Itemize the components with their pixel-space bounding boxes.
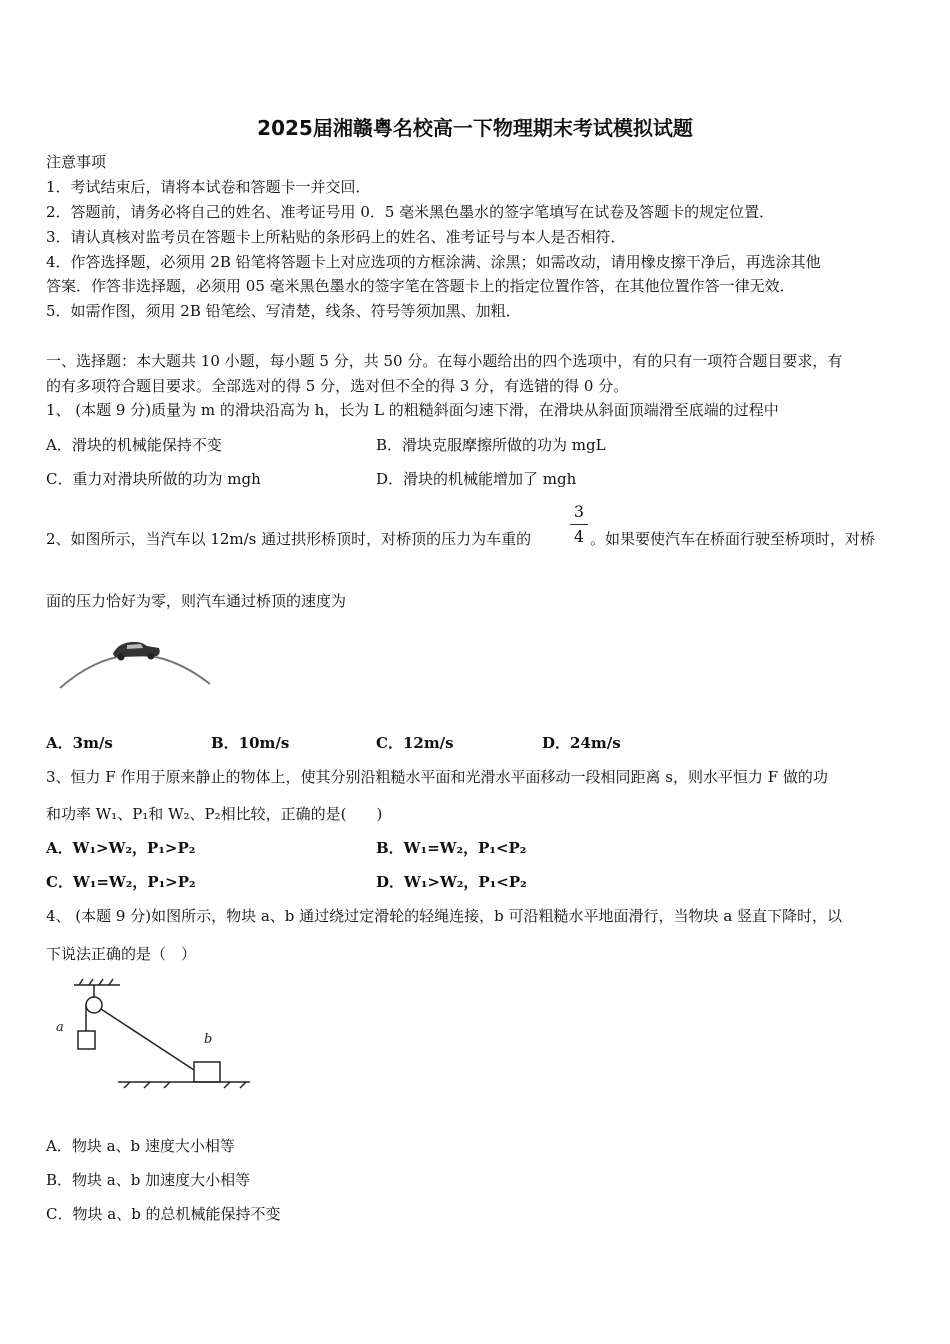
- notice-item: 4．作答选择题，必须用 2B 铅笔将答题卡上对应选项的方框涂满、涂黑；如需改动，请用橡皮擦干净后，再选涂其他: [46, 253, 821, 271]
- q2-option-b: B．10m/s: [211, 734, 290, 752]
- question-2-stem: 面的压力恰好为零，则汽车通过桥顶的速度为: [46, 592, 347, 610]
- notice-item: 3．请认真核对监考员在答题卡上所粘贴的条形码上的姓名、准考证号与本人是否相符．: [46, 228, 626, 246]
- arch-bridge-figure: [55, 632, 215, 696]
- pulley-figure: [52, 975, 257, 1090]
- q4-option-b: B．物块 a、b 加速度大小相等: [46, 1171, 251, 1189]
- q3-option-a: A．W₁>W₂，P₁>P₂: [46, 839, 196, 857]
- notice-item: 答案．作答非选择题，必须用 05 毫米黑色墨水的签字笔在答题卡上的指定位置作答，在其他位置作答一律无效．: [46, 277, 795, 295]
- section-instruction: 一、选择题：本大题共 10 小题，每小题 5 分，共 50 分。在每小题给出的四个选项中，有的只有一项符合题目要求，有: [46, 352, 843, 370]
- arch-bridge: [60, 655, 210, 688]
- q1-option-d: D．滑块的机械能增加了 mgh: [376, 470, 577, 488]
- q3-option-c: C．W₁=W₂，P₁>P₂: [46, 873, 196, 891]
- block-a: [78, 1031, 95, 1049]
- q2-option-d: D．24m/s: [542, 734, 621, 752]
- fraction-numerator: 3: [573, 502, 585, 521]
- block-b: [194, 1062, 220, 1082]
- question-3-stem: 和功率 W₁、P₁和 W₂、P₂相比较，正确的是( ): [46, 805, 383, 823]
- fraction-bar: [570, 524, 588, 525]
- q4-option-a: A．物块 a、b 速度大小相等: [46, 1137, 235, 1155]
- fraction-denominator: 4: [573, 527, 585, 546]
- question-4-stem: 下说法正确的是（ ）: [46, 945, 197, 963]
- q1-option-b: B．滑块克服摩擦所做的功为 mgL: [376, 436, 606, 454]
- q4-option-c: C．物块 a、b 的总机械能保持不变: [46, 1205, 281, 1223]
- question-2-stem: 2、如图所示，当汽车以 12m/s 通过拱形桥顶时，对桥顶的压力为车重的: [46, 530, 532, 548]
- notice-heading: 注意事项: [46, 153, 107, 171]
- q2-option-c: C．12m/s: [376, 734, 454, 752]
- label-b: b: [204, 1032, 213, 1047]
- q2-option-a: A．3m/s: [46, 734, 113, 752]
- notice-item: 1．考试结束后，请将本试卷和答题卡一并交回．: [46, 178, 371, 196]
- car-icon: [113, 642, 160, 661]
- question-2-stem: 。如果要使汽车在桥面行驶至桥项时，对桥: [590, 530, 876, 548]
- question-3-stem: 3、恒力 F 作用于原来静止的物体上，使其分别沿粗糙水平面和光滑水平面移动一段相同距离 s，则水平恒力 F 做的功: [46, 768, 828, 786]
- notice-item: 2．答题前，请务必将自己的姓名、准考证号用 0．5 毫米黑色墨水的签字笔填写在试卷及答题卡的规定位置．: [46, 203, 775, 221]
- rope: [101, 1009, 194, 1070]
- fraction: [570, 502, 588, 547]
- q1-option-c: C．重力对滑块所做的功为 mgh: [46, 470, 261, 488]
- notice-item: 5．如需作图，须用 2B 铅笔绘、写清楚，线条、符号等须加黑、加粗．: [46, 302, 521, 320]
- page-title: 2025届湘赣粤名校高一下物理期末考试模拟试题: [257, 116, 693, 140]
- pulley-icon: [86, 997, 102, 1013]
- q1-option-a: A．滑块的机械能保持不变: [46, 436, 222, 454]
- label-a: a: [56, 1020, 64, 1035]
- q3-option-b: B．W₁=W₂，P₁<P₂: [376, 839, 527, 857]
- section-instruction: 的有多项符合题目要求。全部选对的得 5 分，选对但不全的得 3 分，有选错的得 0 分。: [46, 377, 629, 395]
- question-1-stem: 1、 (本题 9 分)质量为 m 的滑块沿高为 h，长为 L 的粗糙斜面匀速下滑，在滑块从斜面顶端滑至底端的过程中: [46, 401, 779, 419]
- q3-option-d: D．W₁>W₂，P₁<P₂: [376, 873, 527, 891]
- question-4-stem: 4、 (本题 9 分)如图所示，物块 a、b 通过绕过定滑轮的轻绳连接，b 可沿粗糙水平地面滑行，当物块 a 竖直下降时，以: [46, 907, 843, 925]
